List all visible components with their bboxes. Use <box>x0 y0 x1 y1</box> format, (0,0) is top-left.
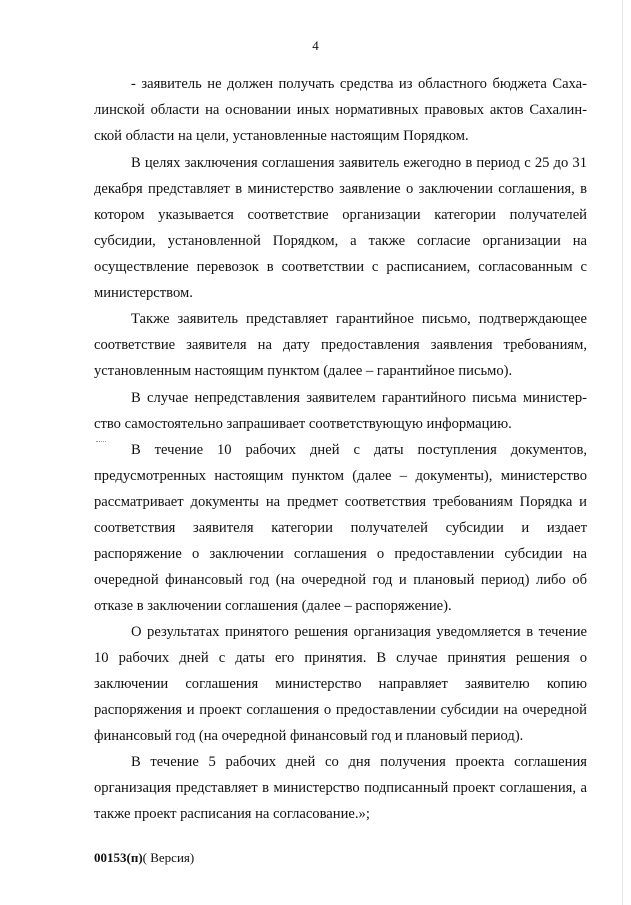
text-line: В течение 5 рабочих дней со дня получения проекта соглашения <box>131 754 587 770</box>
text-line: декабря представляет в министерство заявление о заключении соглашения, в <box>94 181 587 197</box>
text-line: министерством. <box>94 285 193 301</box>
text-line: также проект расписания на согласование.»; <box>94 806 370 822</box>
text-line: соответствие заявителя на дату предоставления заявления требованиям, <box>94 337 587 353</box>
text-line: В случае непредставления заявителем гарантийного письма министер- <box>131 390 587 406</box>
document-code-number: 00153(п) <box>94 850 143 865</box>
text-line: рассматривает документы на предмет соответствия требованиям Порядка и <box>94 494 587 510</box>
page-number: 4 <box>312 38 319 53</box>
text-line: распоряжение о заключении соглашения о предоставлении субсидии на <box>94 546 587 562</box>
text-line: очередной финансовый год (на очередной год и плановый период) либо об <box>94 572 587 588</box>
text-line: котором указывается соответствие организации категории получателей <box>94 207 587 223</box>
text-line: 10 рабочих дней с даты его принятия. В случае принятия решения о <box>94 650 587 666</box>
text-line: осуществление перевозок в соответствии с расписанием, согласованным с <box>94 259 587 275</box>
text-line: организация представляет в министерство подписанный проект соглашения, а <box>94 780 587 796</box>
text-line: линской области на основании иных нормативных правовых актов Сахалин- <box>94 102 587 118</box>
text-line: распоряжения и проект соглашения о предоставлении субсидии на очередной <box>94 702 587 718</box>
text-line: отказе в заключении соглашения (далее – распоряжение). <box>94 598 452 614</box>
scan-artifact <box>96 441 106 444</box>
text-line: субсидии, установленной Порядком, а также согласие организации на <box>94 233 587 249</box>
document-code <box>94 850 194 866</box>
scan-edge <box>622 0 623 905</box>
text-line: - заявитель не должен получать средства из областного бюджета Саха- <box>131 76 587 92</box>
text-line: В течение 10 рабочих дней с даты поступления документов, <box>131 442 587 458</box>
text-line: В целях заключения соглашения заявитель ежегодно в период с 25 до 31 <box>131 155 587 171</box>
text-line: заключении соглашения министерство направляет заявителю копию <box>94 676 587 692</box>
text-line: соответствия заявителя категории получателей субсидии и издает <box>94 520 587 536</box>
text-line: установленным настоящим пунктом (далее – гарантийное письмо). <box>94 363 513 379</box>
text-line: Также заявитель представляет гарантийное письмо, подтверждающее <box>131 311 587 327</box>
text-line: предусмотренных настоящим пунктом (далее – документы), министерство <box>94 468 587 484</box>
text-line: финансовый год (на очередной финансовый год и плановый период). <box>94 728 524 744</box>
text-line: ской области на цели, установленные настоящим Порядком. <box>94 128 469 144</box>
text-line: ство самостоятельно запрашивает соответствующую информацию. <box>94 416 512 432</box>
text-line: О результатах принятого решения организация уведомляется в течение <box>131 624 587 640</box>
document-version: ( Версия) <box>142 850 195 865</box>
